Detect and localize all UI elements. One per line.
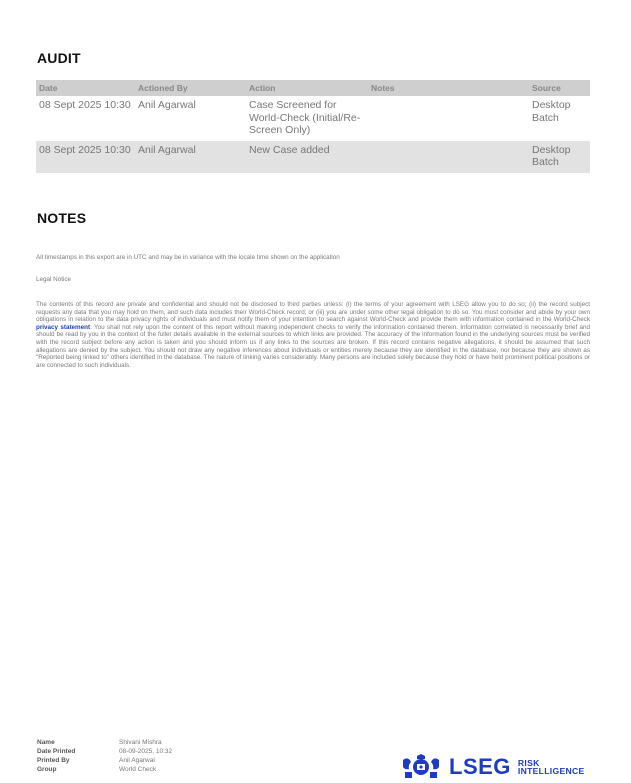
cell-action: New Case added xyxy=(246,141,368,173)
audit-title: AUDIT xyxy=(37,50,81,66)
print-info-footer xyxy=(37,738,172,774)
cell-source: Desktop Batch xyxy=(529,141,590,173)
date-printed-label: Date Printed xyxy=(37,748,76,755)
group-value: World Check xyxy=(119,766,157,773)
cell-notes xyxy=(368,141,529,173)
cell-source: Desktop Batch xyxy=(532,99,571,124)
cell-actioned-by: Anil Agarwal xyxy=(135,141,246,173)
group-label: Group xyxy=(37,766,57,773)
lseg-logo xyxy=(401,754,585,780)
tagline-line-1: RISK xyxy=(517,757,540,768)
lseg-brand-text: LSEG xyxy=(449,754,511,779)
printed-by-label: Printed By xyxy=(37,757,70,764)
notes-title: NOTES xyxy=(37,210,87,226)
lseg-tagline xyxy=(518,759,585,776)
column-header-source: Source xyxy=(529,80,590,96)
legal-body-part-1: The contents of this record are private and confidential and should not be disclosed to third parties unless: (i) the terms of your agreement with LSEG allow you to do so; (ii) the record subject requests any data that you may hold on them, and such data includes their World-Check record; or (iii) you are under some other legal obligation to do so. You must consider and abide by your own obligations in relation to the data privacy rights of individuals and must notify them of your intention to search against World-Check and provide them with information contained in the World-Check xyxy=(36,301,590,324)
table-row xyxy=(36,141,590,173)
cell-actioned-by: Anil Agarwal xyxy=(138,99,196,111)
table-row xyxy=(36,96,590,141)
cell-notes xyxy=(368,96,529,141)
name-value: Shivani Mishra xyxy=(119,739,162,746)
audit-table xyxy=(36,80,590,173)
lseg-crest-icon xyxy=(401,754,441,780)
legal-notice-body xyxy=(36,301,590,369)
cell-action: Case Screened for World-Check (Initial/Re-Screen Only) xyxy=(249,99,361,136)
name-label: Name xyxy=(37,739,55,746)
timezone-note: All timestamps in this export are in UTC and may be in variance with the locale time shown on the application xyxy=(36,254,340,261)
legal-notice-title: Legal Notice xyxy=(36,276,72,283)
date-printed-value: 08-09-2025, 10:32 xyxy=(119,748,173,755)
audit-header-row xyxy=(36,80,590,96)
tagline-line-2: INTELLIGENCE xyxy=(517,766,585,776)
column-header-notes: Notes xyxy=(368,80,529,96)
column-header-action: Action xyxy=(246,80,368,96)
printed-by-value: Anil Agarwal xyxy=(119,757,155,764)
privacy-statement-link[interactable]: privacy statement xyxy=(36,323,91,331)
column-header-actioned-by: Actioned By xyxy=(135,80,246,96)
cell-date: 08 Sept 2025 10:30 xyxy=(39,99,131,111)
column-header-date: Date xyxy=(36,80,135,96)
legal-body-part-2: . You shall not rely upon the content of this report without making independent checks to verify the information contained therein. Information correlated is necessarily brief and should be read by you in the context of the fuller details available in the external sources to which links are provided. The accuracy of the information found in the underlying sources must be verified with the record subject before any action is taken and you should inform us if any links to the sources are broken. If this record contains negative allegations, it should be assumed that such allegations are denied by the subject. You should not draw any negative inferences about individuals or entities merely because they are identified in the database, nor because they are shown as "Reported being linked to" others identified in the database. The nature of linking varies considerably. Many persons are included solely because they hold or have held prominent political positions or are connected to such individuals. xyxy=(36,323,590,369)
cell-date: 08 Sept 2025 10:30 xyxy=(36,141,135,173)
